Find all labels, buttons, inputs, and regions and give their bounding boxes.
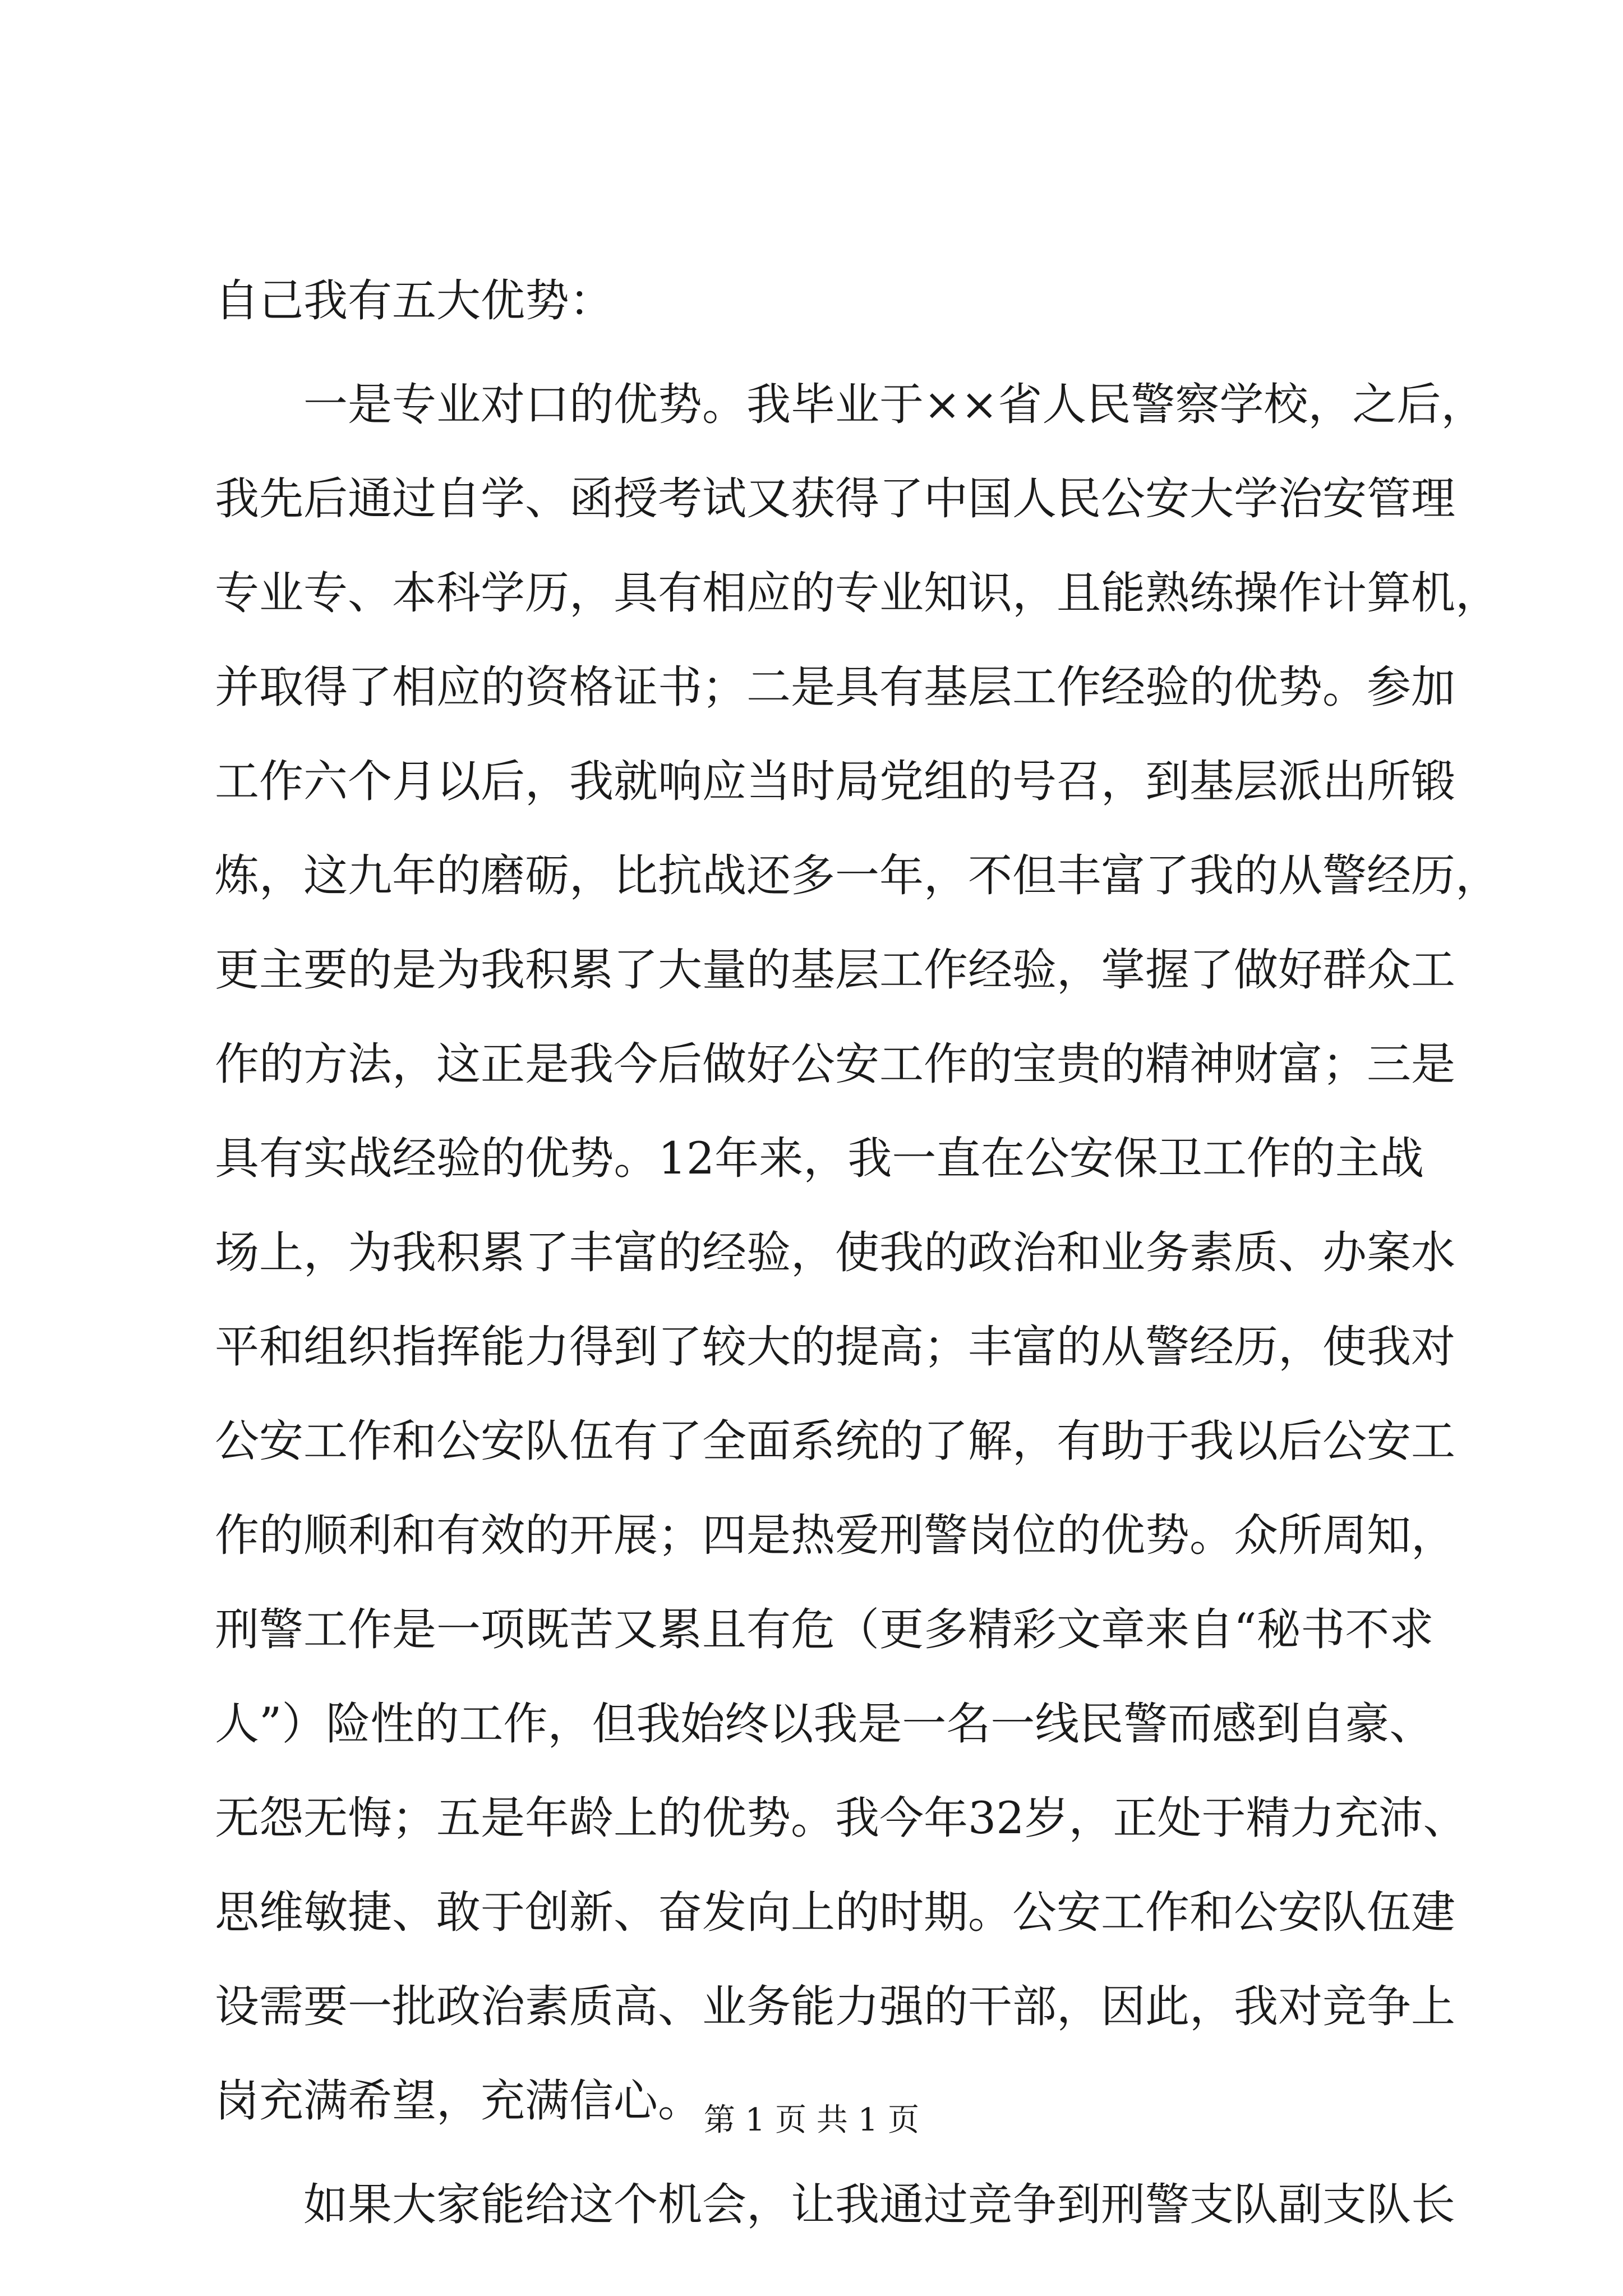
text-line: 人”）险性的工作，但我始终以我是一名一线民警而感到自豪、 [215,1698,1434,1750]
text-line: 工作六个月以后，我就响应当时局党组的号召，到基层派出所锻 [215,756,1455,807]
text-line: 自己我有五大优势： [215,275,614,326]
text-line: 更主要的是为我积累了大量的基层工作经验，掌握了做好群众工 [215,944,1455,996]
text-line: 炼，这九年的磨砺，比抗战还多一年，不但丰富了我的从警经历， [215,850,1500,901]
text-line: 无怨无悔；五是年龄上的优势。我今年32岁，正处于精力充沛、 [215,1792,1468,1844]
text-line: 作的顺利和有效的开展；四是热爱刑警岗位的优势。众所周知， [215,1510,1455,1561]
text-line: 刑警工作是一项既苦又累且有危（更多精彩文章来自“秘书不求 [215,1604,1434,1655]
text-line: 并取得了相应的资格证书；二是具有基层工作经验的优势。参加 [215,661,1455,713]
text-line: 岗充满希望，充满信心。 [215,2075,702,2127]
document-body [215,254,1500,2252]
text-line: 专业专、本科学历，具有相应的专业知识，且能熟练操作计算机， [215,567,1500,619]
page-number-footer: 第 1 页 共 1 页 [703,2102,920,2138]
text-line: 平和组织指挥能力得到了较大的提高；丰富的从警经历，使我对 [215,1321,1455,1373]
text-line: 场上，为我积累了丰富的经验，使我的政治和业务素质、办案水 [215,1227,1455,1278]
text-line: 一是专业对口的优势。我毕业于××省人民警察学校，之后， [303,379,1486,430]
text-line: 具有实战经验的优势。12年来，我一直在公安保卫工作的主战 [215,1133,1424,1184]
text-line: 我先后通过自学、函授考试又获得了中国人民公安大学治安管理 [215,473,1455,524]
text-line: 思维敏捷、敢于创新、奋发向上的时期。公安工作和公安队伍建 [215,1887,1455,1938]
text-line: 公安工作和公安队伍有了全面系统的了解，有助于我以后公安工 [215,1415,1455,1467]
text-line: 设需要一批政治素质高、业务能力强的干部，因此，我对竞争上 [215,1981,1455,2032]
text-line: 作的方法，这正是我今后做好公安工作的宝贵的精神财富；三是 [215,1038,1455,1090]
text-line: 如果大家能给这个机会，让我通过竞争到刑警支队副支队长 [303,2179,1455,2230]
